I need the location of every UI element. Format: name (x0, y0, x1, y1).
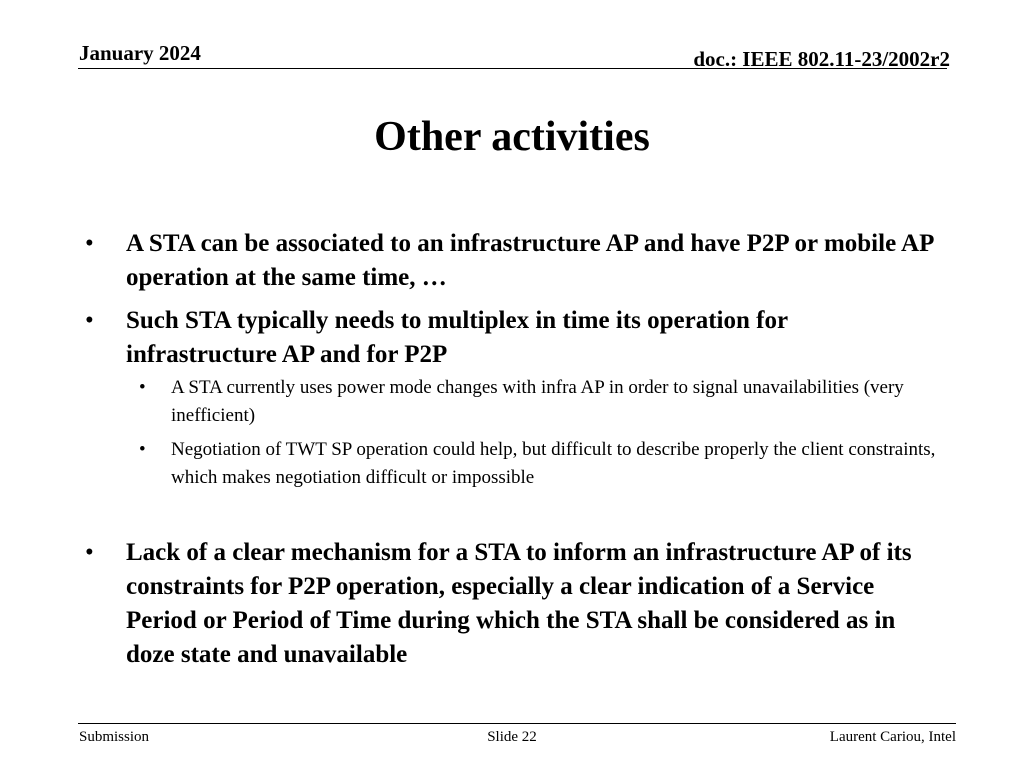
footer-divider (78, 723, 956, 724)
footer-slide-number: Slide 22 (487, 729, 537, 745)
sub-bullet-text: Negotiation of TWT SP operation could help, but difficult to describe properly the client constraints, which makes negotiation difficult or impossible (171, 439, 936, 488)
slide-title: Other activities (374, 114, 650, 160)
sub-bullet-marker: • (139, 377, 146, 398)
header-date: January 2024 (79, 41, 201, 65)
footer-author: Laurent Cariou, Intel (829, 729, 956, 745)
bullet-item (80, 304, 940, 372)
bullet-item (80, 227, 940, 295)
bullet-marker: • (85, 307, 94, 334)
sub-bullet-text: A STA currently uses power mode changes with infra AP in order to signal unavailabilities (very inefficient) (171, 377, 904, 426)
bullet-marker: • (85, 539, 94, 566)
header-divider (78, 68, 947, 69)
sub-bullet-marker: • (139, 439, 146, 460)
bullet-item (80, 536, 940, 672)
bullet-marker: • (85, 230, 94, 257)
bullet-text: A STA can be associated to an infrastructure AP and have P2P or mobile AP operation at the same time, … (126, 230, 933, 291)
sub-bullet-item (80, 436, 940, 492)
slide-body (80, 227, 940, 672)
footer-submission: Submission (79, 729, 150, 745)
header-doc-id: doc.: IEEE 802.11-23/2002r2 (693, 47, 950, 71)
bullet-text: Such STA typically needs to multiplex in time its operation for infrastructure AP and for P2P (126, 307, 788, 368)
sub-bullet-item (80, 374, 940, 430)
bullet-text: Lack of a clear mechanism for a STA to inform an infrastructure AP of its constraints for P2P operation, especially a clear indication of a Service Period or Period of Time during which the STA shall be considered as in doze state and unavailable (126, 539, 912, 668)
